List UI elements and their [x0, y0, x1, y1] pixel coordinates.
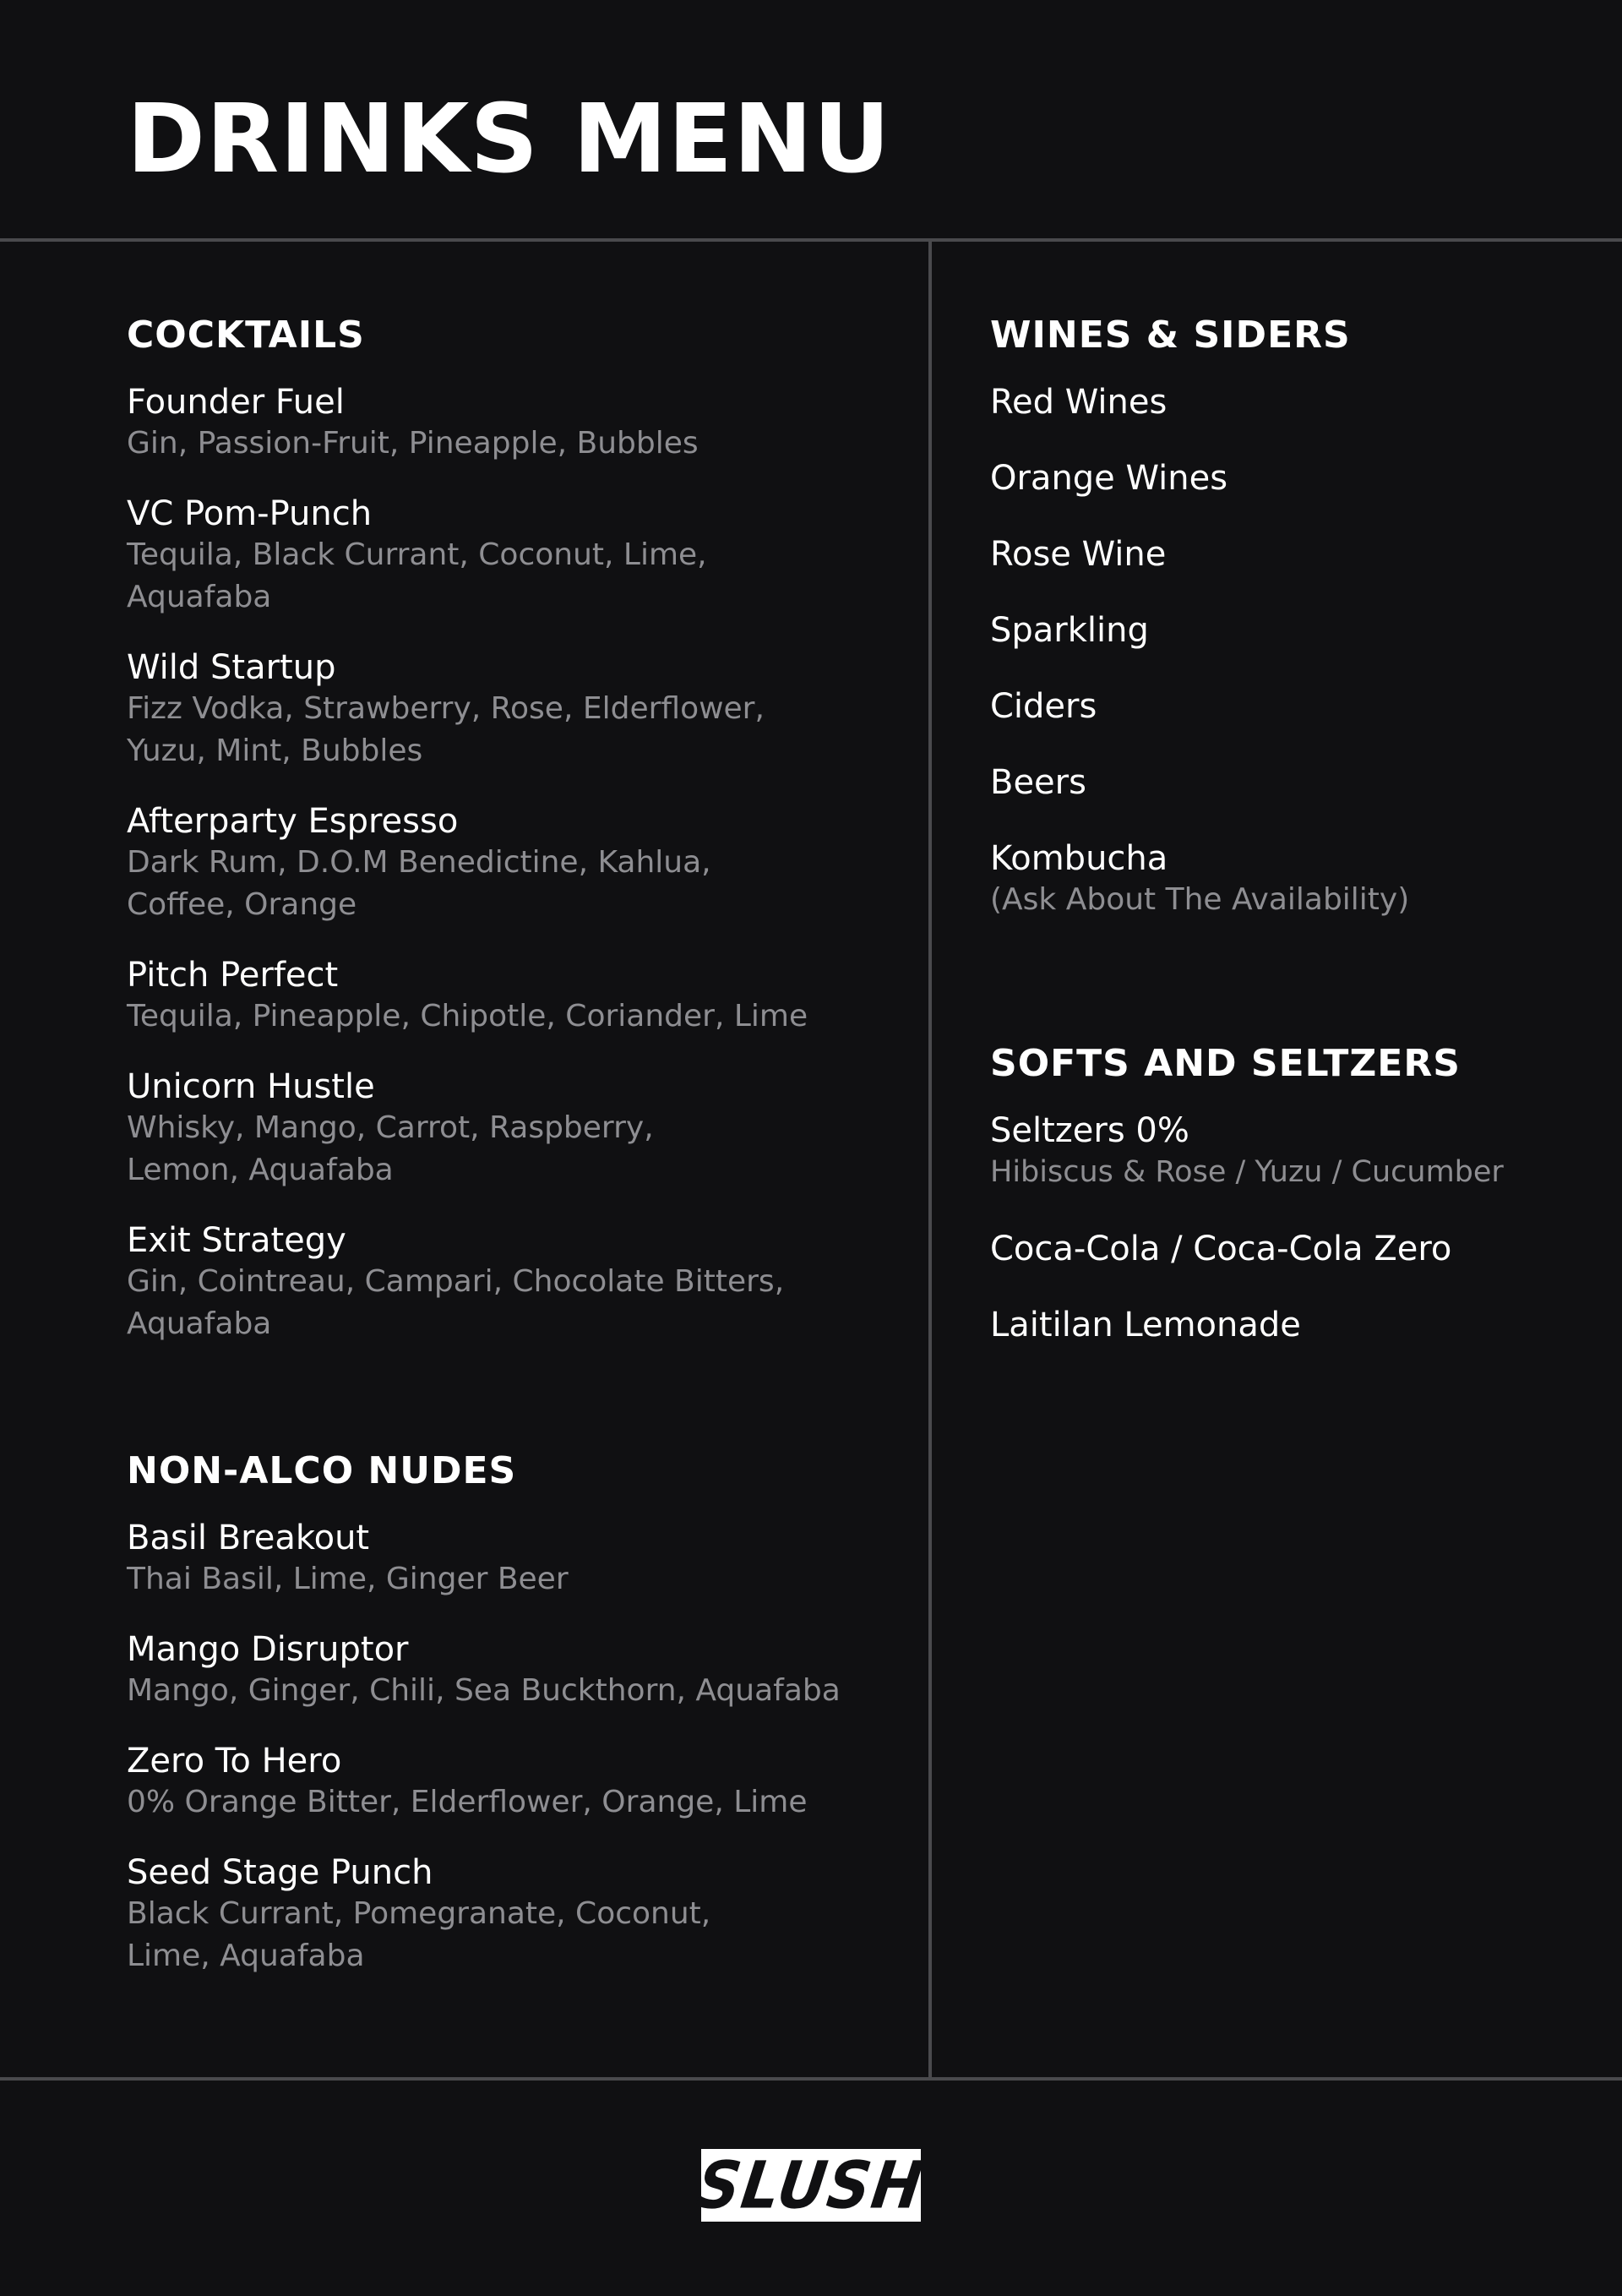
item-name: Coca-Cola / Coca-Cola Zero [990, 1230, 1452, 1268]
menu-item [127, 1518, 904, 1601]
item-description: Gin, Cointreau, Campari, Chocolate Bitters, Aquafaba [127, 1264, 785, 1341]
item-description: Dark Rum, D.O.M Benedictine, Kahlua, Coffee, Orange [127, 845, 711, 922]
left-column [127, 313, 904, 2006]
menu-item [990, 838, 1598, 921]
item-name: Unicorn Hustle [127, 1067, 375, 1106]
item-name: Ciders [990, 687, 1097, 726]
wines-section [990, 313, 1598, 921]
item-description: 0% Orange Bitter, Elderflower, Orange, Lime [127, 1785, 808, 1819]
menu-item [990, 382, 1598, 423]
menu-item [990, 686, 1598, 727]
item-name: Seed Stage Punch [127, 1853, 433, 1892]
menu-item [990, 762, 1598, 803]
item-name: VC Pom-Punch [127, 494, 373, 533]
item-name: Beers [990, 763, 1086, 802]
item-description: Fizz Vodka, Strawberry, Rose, Elderflower, Yuzu, Mint, Bubbles [127, 691, 765, 768]
menu-item [127, 801, 904, 926]
menu-item [127, 1741, 904, 1824]
item-description: Hibiscus & Rose / Yuzu / Cucumber [990, 1155, 1504, 1189]
menu-item [990, 1110, 1598, 1193]
item-name: Mango Disruptor [127, 1630, 409, 1669]
item-name: Orange Wines [990, 459, 1228, 498]
menu-item [127, 1629, 904, 1712]
section-title-cocktails: COCKTAILS [127, 314, 365, 357]
item-name: Founder Fuel [127, 383, 345, 422]
menu-item [990, 610, 1598, 651]
menu-item [127, 1852, 904, 1977]
menu-item [990, 1229, 1598, 1269]
item-name: Basil Breakout [127, 1519, 370, 1557]
item-name: Wild Startup [127, 648, 336, 687]
page-title: DRINKS MENU [127, 85, 891, 194]
item-description: (Ask About The Availability) [990, 882, 1410, 917]
menu-item [127, 1220, 904, 1345]
item-description: Mango, Ginger, Chili, Sea Buckthorn, Aquafaba [127, 1673, 841, 1708]
cocktails-section [127, 313, 904, 1345]
right-column [990, 313, 1598, 1381]
page-header [0, 0, 1622, 242]
item-name: Afterparty Espresso [127, 802, 459, 841]
menu-item [127, 494, 904, 619]
menu-item [127, 647, 904, 772]
menu-item [127, 382, 904, 465]
item-name: Laitilan Lemonade [990, 1306, 1301, 1344]
footer-divider [0, 2077, 1622, 2081]
item-name: Exit Strategy [127, 1221, 346, 1260]
item-name: Rose Wine [990, 535, 1167, 574]
softs-section [990, 1041, 1598, 1345]
column-divider [928, 242, 932, 2081]
menu-item [990, 458, 1598, 499]
item-name: Zero To Hero [127, 1742, 342, 1781]
item-description: Tequila, Black Currant, Coconut, Lime, Aquafaba [127, 537, 707, 614]
item-description: Black Currant, Pomegranate, Coconut, Lime, Aquafaba [127, 1896, 711, 1973]
item-name: Red Wines [990, 383, 1168, 422]
item-description: Whisky, Mango, Carrot, Raspberry, Lemon, Aquafaba [127, 1110, 654, 1187]
logo-text: SLUSH [693, 2146, 929, 2224]
item-name: Seltzers 0% [990, 1111, 1189, 1150]
item-description: Gin, Passion-Fruit, Pineapple, Bubbles [127, 426, 699, 461]
non-alco-section [127, 1448, 904, 1977]
item-description: Thai Basil, Lime, Ginger Beer [127, 1562, 569, 1596]
item-name: Kombucha [990, 839, 1168, 878]
menu-item [990, 534, 1598, 575]
item-name: Pitch Perfect [127, 956, 339, 995]
slush-logo [693, 2146, 929, 2224]
section-title-wines: WINES & SIDERS [990, 314, 1351, 357]
item-name: Sparkling [990, 611, 1149, 650]
menu-item [127, 955, 904, 1038]
menu-item [990, 1305, 1598, 1345]
section-title-softs: SOFTS AND SELTZERS [990, 1042, 1461, 1085]
item-description: Tequila, Pineapple, Chipotle, Coriander, Lime [127, 999, 808, 1033]
menu-item [127, 1066, 904, 1192]
section-title-non-alco: NON-ALCO NUDES [127, 1449, 517, 1492]
